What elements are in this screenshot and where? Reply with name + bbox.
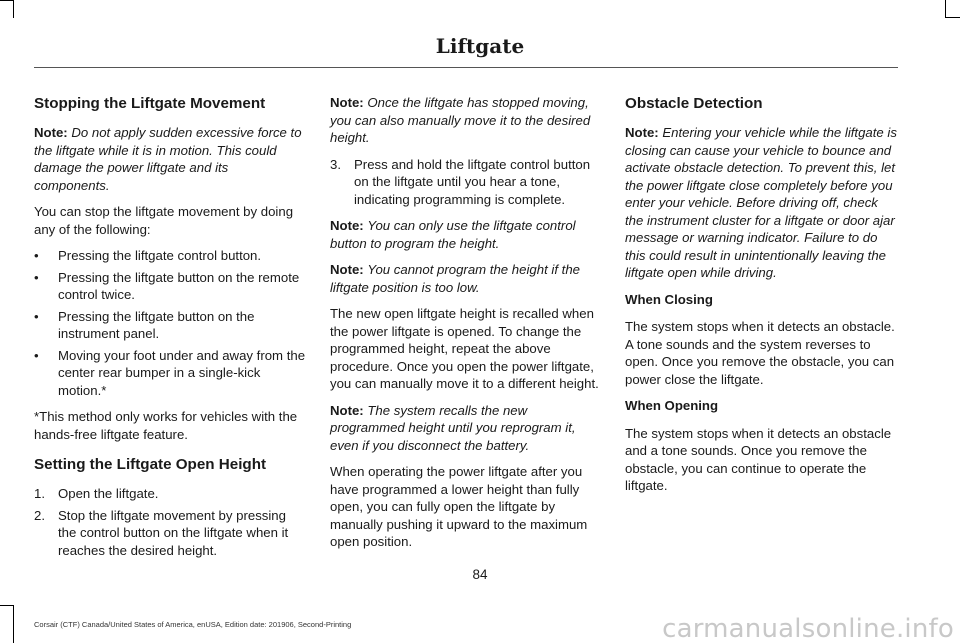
note-paragraph — [330, 217, 602, 252]
list-item-text: Moving your foot under and away from the center rear bumper in a single-kick motion.* — [58, 347, 306, 398]
note-label: Note: — [330, 402, 364, 418]
list-item-text: Pressing the liftgate button on the remote control twice. — [58, 269, 300, 302]
step-text: Open the liftgate. — [58, 486, 159, 501]
body-paragraph: When operating the power liftgate after you have programmed a lower height than fully open, you can fully open the liftgate by manually pushing it upward to the maximum open position. — [330, 464, 588, 549]
crop-mark-top-right-v — [945, 0, 946, 18]
note-text: Do not apply sudden excessive force to the liftgate while it is in motion. This could damage the power liftgate and its components. — [34, 125, 302, 193]
footnote: *This method only works for vehicles with the hands-free liftgate feature. — [34, 409, 298, 442]
bullet-list — [34, 247, 306, 399]
crop-mark-top-left-h — [0, 0, 14, 1]
crop-mark-bottom-left-h — [0, 605, 14, 606]
watermark: carmanualsonline.info — [662, 614, 954, 644]
note-paragraph — [330, 261, 602, 296]
step-number: 1. — [34, 486, 45, 501]
heading-obstacle-detection: Obstacle Detection — [625, 95, 763, 112]
note-text: You can only use the liftgate control button to program the height. — [330, 218, 576, 251]
crop-mark-bottom-left-v — [13, 605, 14, 643]
note-text: The system recalls the new programmed height until you reprogram it, even if you disconnect the battery. — [330, 402, 576, 453]
column-3 — [625, 94, 899, 504]
list-item — [34, 347, 306, 400]
column-1 — [34, 94, 306, 568]
list-item — [330, 156, 602, 209]
heading-setting-open-height: Setting the Liftgate Open Height — [34, 456, 267, 473]
numbered-list — [34, 485, 306, 559]
list-item — [34, 507, 306, 560]
page-number: 84 — [472, 567, 488, 582]
heading-stopping-liftgate: Stopping the Liftgate Movement — [34, 95, 266, 112]
step-number: 2. — [34, 507, 45, 523]
step-text: Stop the liftgate movement by pressing the control button on the liftgate when it reaches the desired height. — [58, 507, 289, 558]
body-paragraph: You can stop the liftgate movement by doing any of the following: — [34, 204, 294, 237]
list-item — [34, 247, 306, 265]
list-item — [34, 485, 306, 503]
footer-edition-text: Corsair (CTF) Canada/United States of America, enUSA, Edition date: 201906, Second-Printing — [34, 620, 352, 629]
step-text: Press and hold the liftgate control button on the liftgate until you hear a tone, indicating programming is complete. — [354, 156, 591, 207]
body-paragraph: The system stops when it detects an obstacle. A tone sounds and the system reverses to open. Once you remove the obstacle, you can power close the liftgate. — [625, 319, 895, 387]
bullet-mark: • — [34, 347, 39, 363]
note-paragraph — [34, 124, 306, 194]
note-label: Note: — [330, 262, 364, 277]
page-header-title: Liftgate — [435, 34, 525, 58]
subheading-when-closing: When Closing — [625, 291, 713, 307]
note-text: You cannot program the height if the liftgate position is too low. — [330, 262, 580, 295]
list-item-text: Pressing the liftgate control button. — [58, 248, 262, 263]
note-text: Once the liftgate has stopped moving, you can also manually move it to the desired height. — [330, 95, 591, 145]
note-label: Note: — [34, 125, 68, 140]
bullet-mark: • — [34, 248, 39, 263]
note-label: Note: — [330, 95, 364, 110]
bullet-mark: • — [34, 308, 39, 324]
header-rule — [34, 67, 898, 68]
list-item — [34, 308, 306, 343]
numbered-list — [330, 156, 602, 209]
column-2 — [330, 94, 602, 560]
note-paragraph — [625, 124, 899, 282]
bullet-mark: • — [34, 269, 39, 285]
note-text: Entering your vehicle while the liftgate is closing can cause your vehicle to bounce and activate obstacle detection. To prevent this, let the power liftgate close completely before you enter your vehicle. Before driving off, check the instrument cluster for a liftgate or door ajar message or warning indicator. Failure to do this could result in unintentionally leaving the liftgate open while driving. — [625, 125, 897, 280]
note-paragraph — [330, 94, 602, 147]
note-label: Note: — [330, 218, 364, 233]
crop-mark-top-left-v — [13, 0, 14, 18]
subheading-when-opening: When Opening — [625, 398, 719, 413]
list-item — [34, 269, 306, 304]
step-number: 3. — [330, 156, 341, 172]
crop-mark-top-right-h — [945, 17, 960, 18]
body-paragraph: The system stops when it detects an obstacle and a tone sounds. Once you remove the obstacle, you can continue to operate the liftgate. — [625, 425, 892, 493]
body-paragraph: The new open liftgate height is recalled when the power liftgate is opened. To change the programmed height, repeat the above procedure. Once you open the power liftgate, you can manually move it to a different height. — [330, 306, 599, 391]
list-item-text: Pressing the liftgate button on the instrument panel. — [58, 308, 255, 341]
note-label: Note: — [625, 125, 659, 140]
note-paragraph — [330, 402, 602, 455]
